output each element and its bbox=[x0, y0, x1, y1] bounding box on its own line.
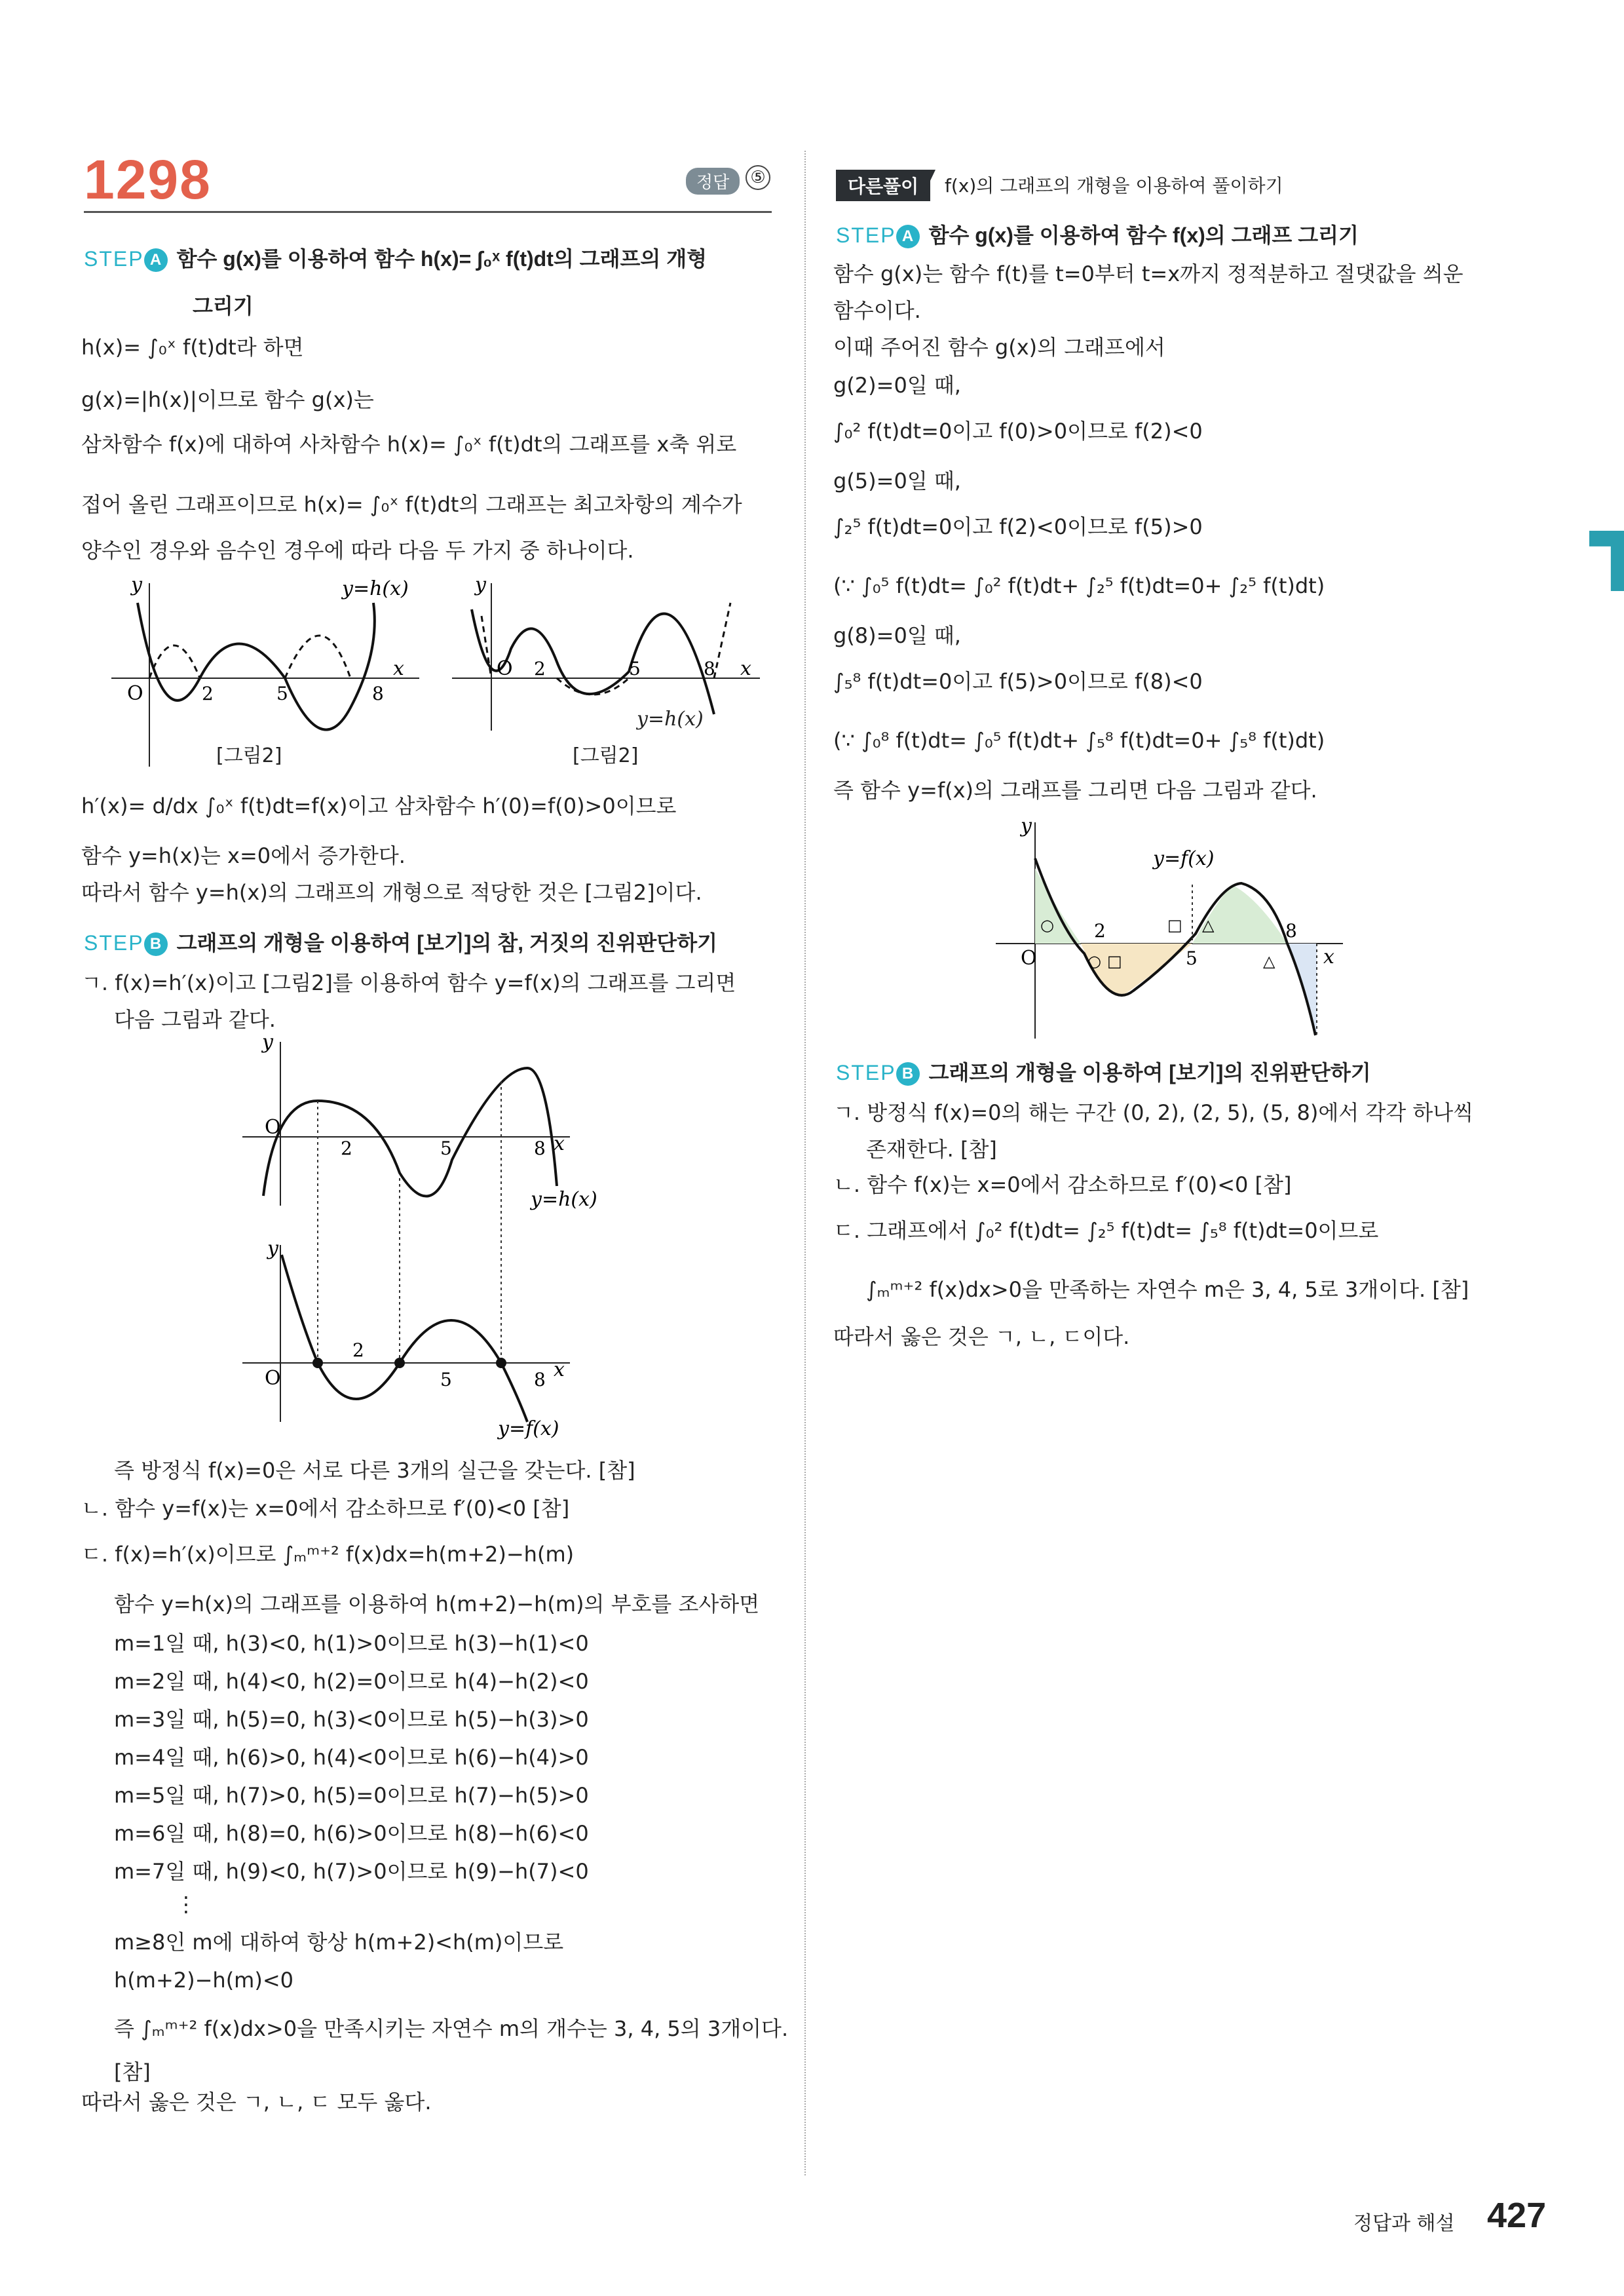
text-line: 존재한다. [참] bbox=[866, 1137, 997, 1162]
alt-solution-tag: 다른풀이 bbox=[836, 170, 930, 201]
curve-label: y=h(x) bbox=[637, 708, 704, 731]
step-tag: STEP bbox=[836, 223, 896, 247]
triangle-mark: △ bbox=[1263, 952, 1275, 970]
text-line: ㄱ. 방정식 f(x)=0의 해는 구간 (0, 2), (2, 5), (5, 8)에서 각각 하나씩 bbox=[833, 1100, 1474, 1125]
step-tag: STEP bbox=[84, 931, 144, 955]
text-line: g(8)=0일 때, bbox=[833, 623, 961, 648]
text-line: 이때 주어진 함수 g(x)의 그래프에서 bbox=[833, 335, 1165, 360]
text-line: ㄱ. f(x)=h′(x)이고 [그림2]를 이용하여 함수 y=f(x)의 그래프를 그리면 bbox=[81, 970, 736, 995]
tick-2: 2 bbox=[534, 658, 546, 679]
x-label: x bbox=[1323, 946, 1334, 968]
side-tab-marker bbox=[1589, 531, 1624, 591]
f-curve bbox=[282, 1255, 527, 1422]
figure-caption: [그림2] bbox=[573, 744, 639, 767]
text-line: 함수 g(x)는 함수 f(t)를 t=0부터 t=x까지 정적분하고 절댓값을 씌운 bbox=[833, 261, 1463, 286]
tick-8: 8 bbox=[704, 658, 715, 679]
figure-h-case-2 bbox=[452, 577, 766, 734]
root-dot bbox=[496, 1358, 506, 1368]
x-label: x bbox=[393, 657, 404, 680]
origin-label: O bbox=[127, 682, 143, 705]
text-line: ∫₂⁵ f(t)dt=0이고 f(2)<0이므로 f(5)>0 bbox=[833, 514, 1203, 539]
text-line: h(x)= ∫₀ˣ f(t)dt라 하면 bbox=[81, 335, 304, 360]
m-line: m=6일 때, h(8)=0, h(6)>0이므로 h(8)−h(6)<0 bbox=[114, 1821, 589, 1846]
m-line: m=1일 때, h(3)<0, h(1)>0이므로 h(3)−h(1)<0 bbox=[114, 1631, 589, 1656]
alt-solution-title: f(x)의 그래프의 개형을 이용하여 풀이하기 bbox=[945, 175, 1283, 197]
answer-badge: 정답 bbox=[686, 168, 740, 195]
page-number: 427 bbox=[1487, 2196, 1547, 2235]
tick-2: 2 bbox=[1094, 920, 1106, 942]
origin-label: O bbox=[497, 657, 513, 680]
footer-label: 정답과 해설 bbox=[1353, 2212, 1455, 2235]
origin-label: O bbox=[265, 1116, 281, 1139]
step-badge: A bbox=[144, 248, 168, 272]
m-line: m=4일 때, h(6)>0, h(4)<0이므로 h(6)−h(4)>0 bbox=[114, 1745, 589, 1770]
text-line: ∫₅⁸ f(t)dt=0이고 f(5)>0이므로 f(8)<0 bbox=[833, 669, 1203, 694]
curve-label: y=h(x) bbox=[531, 1188, 597, 1211]
text-line: 즉 ∫ₘᵐ⁺² f(x)dx>0을 만족시키는 자연수 m의 개수는 3, 4, 5의 3개이다. bbox=[114, 2016, 789, 2041]
text-line: 다음 그림과 같다. bbox=[114, 1007, 276, 1032]
y-label: y bbox=[262, 1031, 273, 1054]
root-dot bbox=[312, 1358, 323, 1368]
text-line: ㄴ. 함수 f(x)는 x=0에서 감소하므로 f′(0)<0 [참] bbox=[833, 1172, 1292, 1197]
tick-2: 2 bbox=[202, 683, 214, 704]
figure-caption: [그림2] bbox=[216, 744, 282, 767]
square-mark: □ bbox=[1107, 952, 1122, 970]
step-tag: STEP bbox=[84, 247, 144, 271]
text-line: ∫₀² f(t)dt=0이고 f(0)>0이므로 f(2)<0 bbox=[833, 419, 1203, 444]
text-line: 따라서 옳은 것은 ㄱ, ㄴ, ㄷ이다. bbox=[833, 1324, 1130, 1349]
right-stepA-heading bbox=[836, 219, 1359, 249]
square-mark: □ bbox=[1167, 916, 1182, 934]
triangle-mark: △ bbox=[1202, 916, 1215, 934]
tick-5: 5 bbox=[1186, 947, 1198, 969]
text-line: ㄷ. 그래프에서 ∫₀² f(t)dt= ∫₂⁵ f(t)dt= ∫₅⁸ f(t)dt=0이므로 bbox=[833, 1218, 1379, 1243]
circle-mark: ○ bbox=[1087, 952, 1101, 970]
left-stepA-heading bbox=[84, 242, 707, 273]
step-badge: B bbox=[144, 932, 168, 956]
tick-2: 2 bbox=[341, 1138, 352, 1159]
y-label: y bbox=[131, 577, 142, 596]
text-line: 함수 y=h(x)의 그래프를 이용하여 h(m+2)−h(m)의 부호를 조사하면 bbox=[114, 1592, 760, 1617]
tick-5: 5 bbox=[440, 1369, 452, 1390]
text-line: 즉 함수 y=f(x)의 그래프를 그리면 다음 그림과 같다. bbox=[833, 778, 1317, 803]
origin-label: O bbox=[265, 1367, 281, 1390]
step-badge: B bbox=[896, 1062, 920, 1086]
right-stepB-heading bbox=[836, 1056, 1371, 1086]
m-line: m=2일 때, h(4)<0, h(2)=0이므로 h(4)−h(2)<0 bbox=[114, 1669, 589, 1694]
folded-curve bbox=[149, 636, 350, 678]
text-line: 접어 올린 그래프이므로 h(x)= ∫₀ˣ f(t)dt의 그래프는 최고차항의 계수가 bbox=[81, 492, 742, 517]
m-line: m=5일 때, h(7)>0, h(5)=0이므로 h(7)−h(5)>0 bbox=[114, 1783, 589, 1808]
y-label: y bbox=[475, 577, 486, 596]
step-title: 그래프의 개형을 이용하여 [보기]의 참, 거짓의 진위판단하기 bbox=[176, 931, 718, 955]
origin-label: O bbox=[1021, 947, 1037, 970]
left-stepA-heading-cont: 그리기 bbox=[193, 294, 254, 318]
text-line: h′(x)= d/dx ∫₀ˣ f(t)dt=f(x)이고 삼차함수 h′(0)=f(0)>0이므로 bbox=[81, 794, 677, 818]
text-line: (∵ ∫₀⁸ f(t)dt= ∫₀⁵ f(t)dt+ ∫₅⁸ f(t)dt=0+ ∫₅⁸ f(t)dt) bbox=[833, 728, 1325, 753]
figure-f-areas bbox=[996, 813, 1350, 1048]
text-line: g(2)=0일 때, bbox=[833, 373, 961, 398]
problem-number: 1298 bbox=[84, 149, 212, 210]
text-line: h(m+2)−h(m)<0 bbox=[114, 1968, 293, 1993]
text-line: 따라서 함수 y=h(x)의 그래프의 개형으로 적당한 것은 [그림2]이다. bbox=[81, 880, 702, 905]
x-label: x bbox=[740, 657, 751, 680]
figure-h-and-f bbox=[236, 1029, 642, 1448]
answer-value: ⑤ bbox=[746, 165, 770, 190]
text-line: ㄴ. 함수 y=f(x)는 x=0에서 감소하므로 f′(0)<0 [참] bbox=[81, 1496, 570, 1521]
y-label: y bbox=[267, 1237, 278, 1260]
text-line: ∫ₘᵐ⁺² f(x)dx>0을 만족하는 자연수 m은 3, 4, 5로 3개이다. [참] bbox=[866, 1277, 1469, 1302]
text-line: 삼차함수 f(x)에 대하여 사차함수 h(x)= ∫₀ˣ f(t)dt의 그래프를 x축 위로 bbox=[81, 432, 737, 457]
tick-8: 8 bbox=[534, 1138, 546, 1159]
circle-mark: ○ bbox=[1040, 916, 1054, 934]
step-badge: A bbox=[896, 225, 920, 248]
text-line: m≥8인 m에 대하여 항상 h(m+2)<h(m)이므로 bbox=[114, 1930, 564, 1955]
curve-label: y=f(x) bbox=[498, 1417, 559, 1440]
vdots: ⋮ bbox=[176, 1892, 197, 1917]
text-line: 양수인 경우와 음수인 경우에 따라 다음 두 가지 중 하나이다. bbox=[81, 538, 634, 563]
tick-5: 5 bbox=[276, 683, 288, 704]
tick-2: 2 bbox=[352, 1339, 364, 1361]
x-label: x bbox=[554, 1132, 565, 1155]
text-line: 따라서 옳은 것은 ㄱ, ㄴ, ㄷ 모두 옳다. bbox=[81, 2090, 432, 2114]
tick-8: 8 bbox=[1285, 920, 1297, 942]
text-line: ㄷ. f(x)=h′(x)이므로 ∫ₘᵐ⁺² f(x)dx=h(m+2)−h(m) bbox=[81, 1542, 575, 1567]
m-line: m=7일 때, h(9)<0, h(7)>0이므로 h(9)−h(7)<0 bbox=[114, 1859, 589, 1884]
column-divider bbox=[804, 151, 806, 2175]
text-line: g(x)=|h(x)|이므로 함수 g(x)는 bbox=[81, 387, 374, 412]
text-line: g(5)=0일 때, bbox=[833, 469, 961, 493]
h-curve bbox=[263, 1068, 557, 1196]
curve-label: y=h(x) bbox=[342, 577, 409, 600]
root-dot bbox=[394, 1358, 405, 1368]
text-line: (∵ ∫₀⁵ f(t)dt= ∫₀² f(t)dt+ ∫₂⁵ f(t)dt=0+ ∫₂⁵ f(t)dt) bbox=[833, 573, 1325, 598]
step-tag: STEP bbox=[836, 1061, 896, 1084]
x-label: x bbox=[554, 1358, 565, 1381]
tick-5: 5 bbox=[629, 658, 641, 679]
text-line: 즉 방정식 f(x)=0은 서로 다른 3개의 실근을 갖는다. [참] bbox=[114, 1458, 635, 1483]
tick-8: 8 bbox=[372, 683, 384, 704]
tick-8: 8 bbox=[534, 1369, 546, 1390]
curve-label: y=f(x) bbox=[1153, 847, 1215, 870]
alt-tag-tail bbox=[921, 170, 935, 200]
text-line: 함수이다. bbox=[833, 298, 921, 323]
step-title: 그래프의 개형을 이용하여 [보기]의 진위판단하기 bbox=[928, 1061, 1371, 1084]
h-curve bbox=[138, 603, 375, 730]
step-title: 함수 g(x)를 이용하여 함수 f(x)의 그래프 그리기 bbox=[928, 223, 1359, 247]
left-stepB-heading bbox=[84, 927, 717, 957]
text-line: [참] bbox=[114, 2059, 151, 2084]
m-line: m=3일 때, h(5)=0, h(3)<0이므로 h(5)−h(3)>0 bbox=[114, 1707, 589, 1732]
header-rule bbox=[84, 211, 772, 213]
tick-5: 5 bbox=[440, 1138, 452, 1159]
text-line: 함수 y=h(x)는 x=0에서 증가한다. bbox=[81, 843, 406, 868]
step-title: 함수 g(x)를 이용하여 함수 h(x)= ∫₀ˣ f(t)dt의 그래프의 개형 bbox=[176, 247, 708, 271]
y-label: y bbox=[1021, 814, 1032, 837]
